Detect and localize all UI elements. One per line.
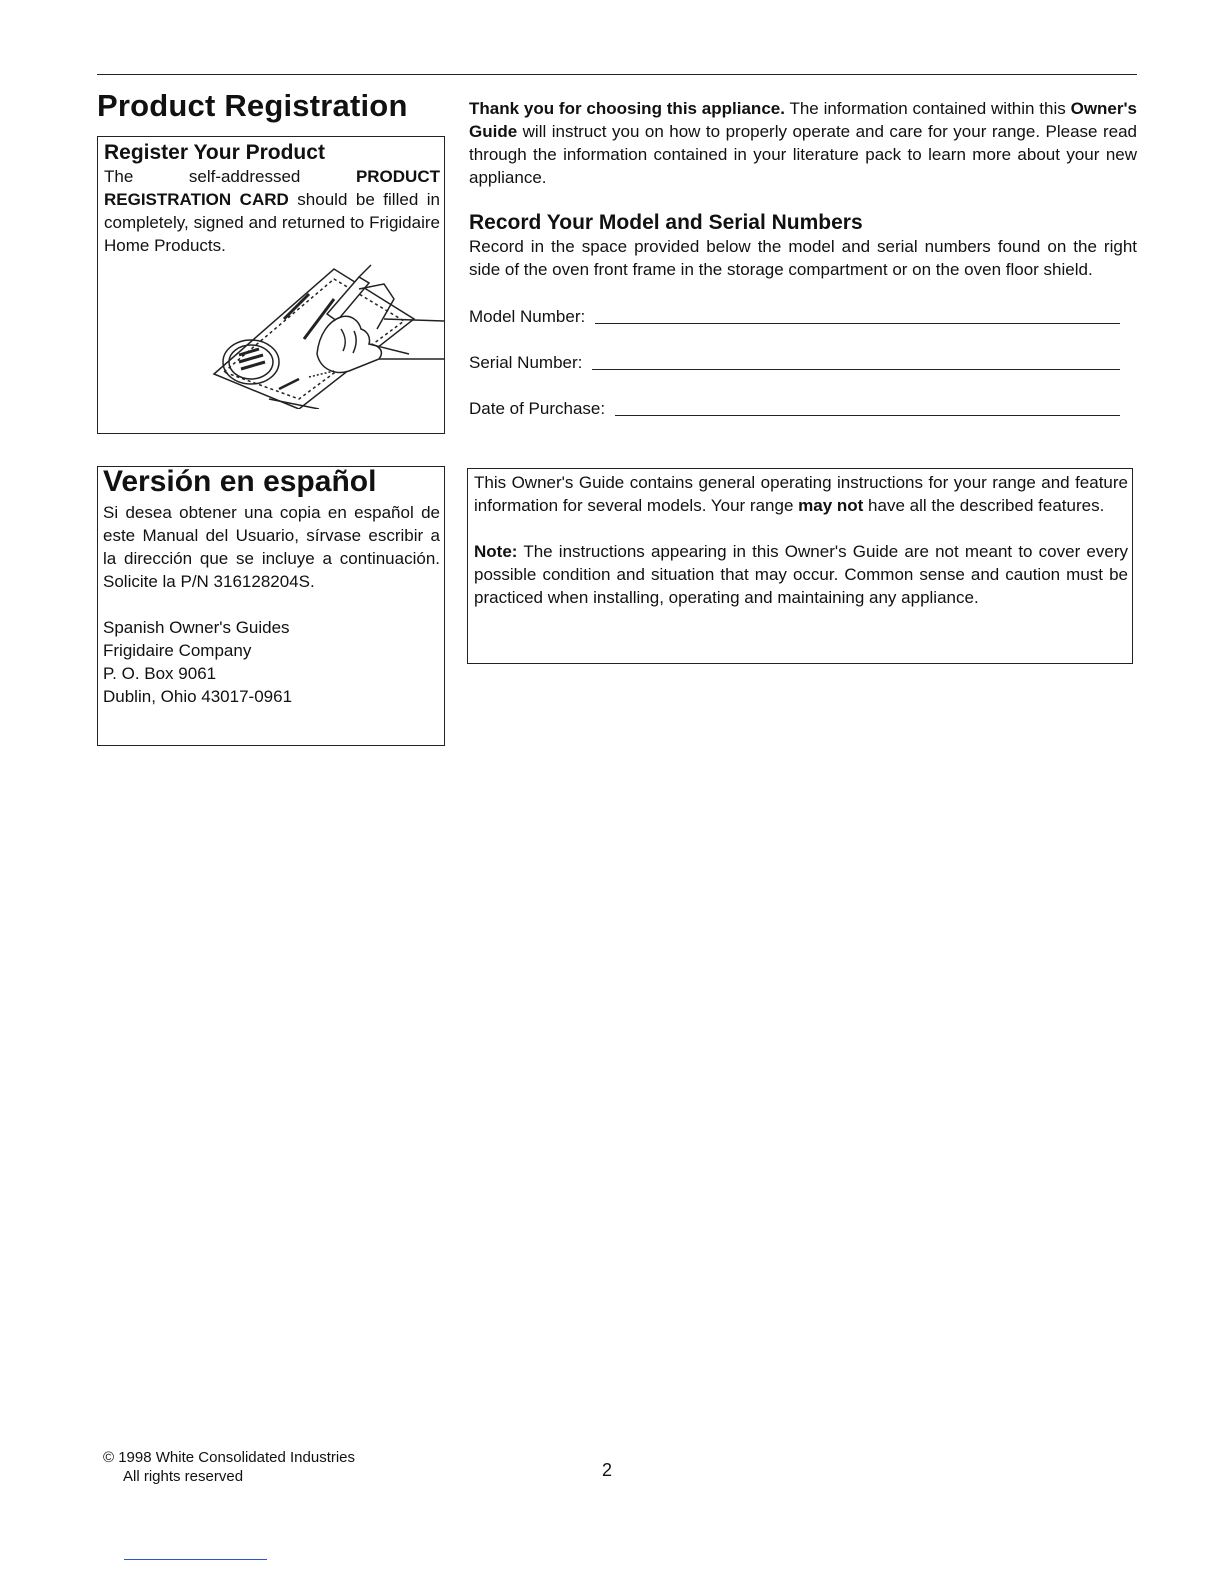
spanish-address-line: Dublin, Ohio 43017-0961 [103, 687, 293, 706]
page-number: 2 [602, 1460, 613, 1480]
serial-number-input[interactable] [592, 369, 1120, 370]
notice-box [467, 468, 1133, 664]
copyright [103, 1448, 355, 1486]
register-product-box [97, 136, 445, 434]
spanish-address-line: P. O. Box 9061 [103, 664, 217, 683]
top-rule [97, 74, 1137, 75]
copyright-line: All rights reserved [123, 1468, 244, 1485]
date-of-purchase-input[interactable] [615, 415, 1120, 416]
copyright-line: © 1998 White Consolidated Industries [103, 1449, 356, 1466]
note-text: The instructions appearing in this Owner's Guide are not meant to cover every possible condition and situation that may occur. Common sense and caution must be practiced when installing, operating and maintaining any appliance. [474, 542, 1128, 607]
register-text [104, 165, 440, 257]
model-number-field[interactable] [469, 304, 1120, 327]
spanish-address-line: Spanish Owner's Guides [103, 618, 290, 637]
spanish-address-line: Frigidaire Company [103, 641, 252, 660]
record-heading: Record Your Model and Serial Numbers [469, 211, 863, 234]
note-label: Note: [474, 542, 518, 561]
spanish-heading: Versión en español [103, 465, 377, 498]
register-heading: Register Your Product [104, 141, 325, 164]
model-number-label: Model Number: [469, 307, 586, 326]
intro-bold-1: Thank you for choosing this appliance. [469, 99, 785, 118]
bottom-underline [124, 1559, 267, 1560]
notice-text-1: This Owner's Guide contains general operating instructions for your range and feature information for several models. Your range [474, 473, 1128, 515]
registration-card-name: PRODUCT REGISTRATION CARD [104, 167, 440, 209]
date-of-purchase-field[interactable] [469, 396, 1120, 419]
notice-text-2: have all the described features. [863, 496, 1105, 515]
serial-number-label: Serial Number: [469, 353, 583, 372]
model-number-input[interactable] [595, 323, 1120, 324]
intro-bold-2: Owner's Guide [469, 99, 1137, 141]
notice-bold: may not [798, 496, 864, 515]
intro-paragraph [469, 97, 1137, 189]
record-text: Record in the space provided below the model and serial numbers found on the right side of the oven front frame in the storage compartment or on the oven floor shield. [469, 237, 1137, 279]
registration-card-illustration [209, 259, 444, 409]
register-text-2: should be filled in completely, signed and returned to Frigidaire Home Products. [104, 190, 441, 255]
right-column [469, 97, 1137, 419]
spanish-version-box [97, 466, 445, 746]
registration-card-hand-icon [209, 259, 440, 414]
note-paragraph [474, 540, 1128, 609]
serial-number-field[interactable] [469, 350, 1120, 373]
date-of-purchase-label: Date of Purchase: [469, 399, 606, 418]
notice-paragraph [474, 471, 1128, 517]
intro-text-2: will instruct you on how to properly operate and care for your range. Please read through the information contained in your literature pack to learn more about your new appliance. [469, 122, 1137, 187]
page-title: Product Registration [97, 88, 408, 123]
spanish-text: Si desea obtener una copia en español de este Manual del Usuario, sírvase escribir a la dirección que se incluye a continuación. Solicite la P/N 316128204S. [103, 503, 440, 591]
register-text-1: The self-addressed [104, 167, 356, 186]
intro-text-1: The information contained within this [784, 99, 1071, 118]
